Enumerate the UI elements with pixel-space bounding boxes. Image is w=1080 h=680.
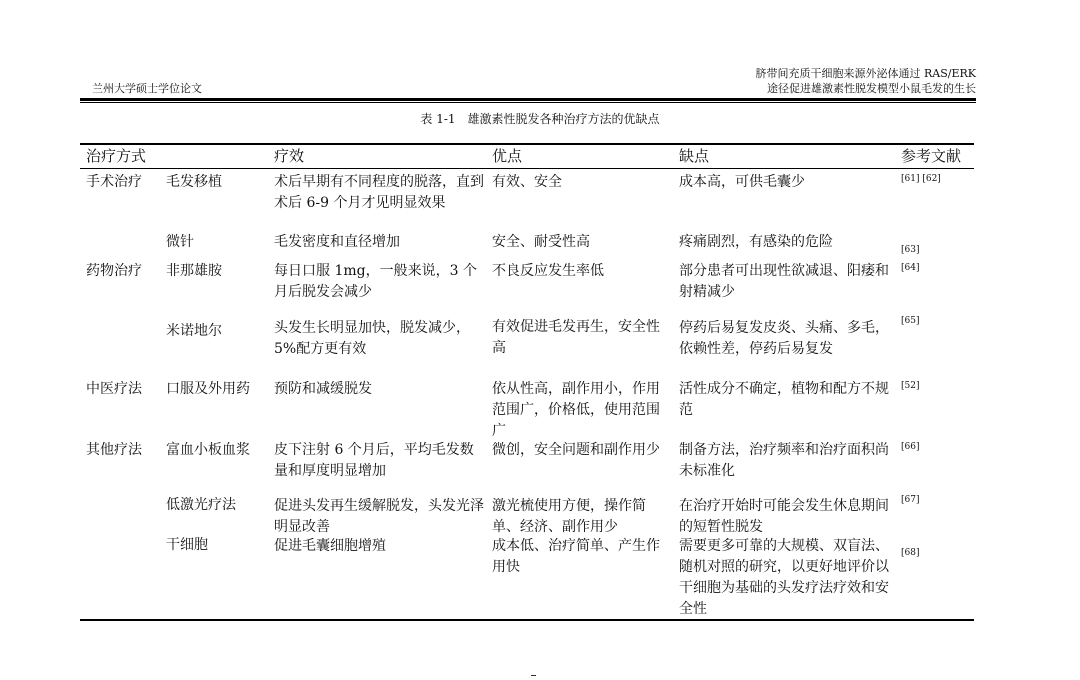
row-category: 药物治疗 (86, 263, 142, 279)
row-effect: 毛发密度和直径增加 (274, 234, 400, 250)
row-pros: 不良反应发生率低 (492, 263, 604, 279)
row-pros: 安全、耐受性高 (492, 234, 590, 250)
row-reference: [63] (901, 245, 920, 255)
row-reference: [52] (901, 381, 920, 391)
table-caption: 表 1-1 雄激素性脱发各种治疗方法的优缺点 (420, 112, 660, 126)
row-reference: [67] (901, 495, 920, 505)
column-header-treatment: 治疗方式 (86, 147, 147, 165)
row-method: 口服及外用药 (166, 381, 250, 397)
row-pros: 有效、安全 (492, 174, 562, 190)
row-effect: 促进毛囊细胞增殖 (274, 538, 386, 554)
row-cons: 活性成分不确定，植物和配方不规范 (679, 381, 889, 418)
row-method: 干细胞 (166, 537, 208, 553)
row-effect: 每日口服 1mg，一般来说，3 个月后脱发会减少 (274, 263, 477, 300)
row-effect: 头发生长明显加快，脱发减少，5%配方更有效 (274, 320, 470, 357)
header-rule-thick (80, 98, 976, 101)
row-effect: 促进头发再生缓解脱发，头发光泽明显改善 (274, 498, 484, 535)
row-reference: [61] [62] (901, 174, 941, 184)
row-cons: 需要更多可靠的大规模、双盲法、随机对照的研究，以更好地评价以干细胞为基础的头发疗法疗效和安全性 (679, 538, 889, 617)
row-pros: 依从性高，副作用小，作用范围广，价格低，使用范围广 (492, 381, 660, 439)
running-header-right-line2: 途径促进雄激素性脱发模型小鼠毛发的生长 (767, 82, 976, 95)
row-pros: 激光梳使用方便，操作简单、经济、副作用少 (492, 498, 646, 535)
row-cons: 在治疗开始时可能会发生休息期间的短暂性脱发 (679, 498, 889, 535)
row-effect: 皮下注射 6 个月后，平均毛发数量和厚度明显增加 (274, 442, 474, 479)
row-pros: 成本低、治疗简单、产生作用快 (492, 538, 660, 575)
column-header-pros: 优点 (492, 147, 523, 165)
page-number-mark (531, 675, 536, 680)
column-header-references: 参考文献 (901, 147, 962, 165)
row-cons: 疼痛剧烈，有感染的危险 (679, 234, 833, 250)
row-category: 中医疗法 (86, 381, 142, 397)
row-method: 非那雄胺 (166, 263, 222, 279)
row-cons: 停药后易复发皮炎、头痛、多毛，依赖性差，停药后易复发 (679, 320, 889, 357)
row-category: 手术治疗 (86, 174, 142, 190)
row-cons: 制备方法，治疗频率和治疗面积尚未标准化 (679, 442, 889, 479)
running-header-right-line1: 脐带间充质干细胞来源外泌体通过 RAS/ERK (755, 67, 976, 80)
row-method: 低激光疗法 (166, 497, 236, 513)
row-effect: 术后早期有不同程度的脱落，直到术后 6-9 个月才见明显效果 (274, 174, 484, 211)
table-header-rule (80, 168, 974, 169)
row-effect: 预防和减缓脱发 (274, 381, 372, 397)
header-rule-thin (80, 102, 976, 103)
column-header-effect: 疗效 (274, 147, 305, 165)
row-category: 其他疗法 (86, 442, 142, 458)
row-pros: 微创，安全问题和副作用少 (492, 442, 660, 458)
table-top-rule (80, 143, 974, 145)
row-reference: [65] (901, 316, 920, 326)
row-reference: [66] (901, 442, 920, 452)
row-method: 米诺地尔 (166, 323, 222, 339)
row-method: 微针 (166, 234, 194, 250)
row-reference: [68] (901, 548, 920, 558)
row-pros: 有效促进毛发再生，安全性高 (492, 319, 660, 356)
row-method: 毛发移植 (166, 174, 222, 190)
running-header-right (756, 66, 977, 96)
row-cons: 成本高，可供毛囊少 (679, 174, 805, 190)
running-header-left: 兰州大学硕士学位论文 (92, 82, 202, 95)
row-reference: [64] (901, 263, 920, 273)
column-header-cons: 缺点 (679, 147, 710, 165)
row-cons: 部分患者可出现性欲减退、阳痿和射精减少 (679, 263, 889, 300)
row-method: 富血小板血浆 (166, 442, 250, 458)
